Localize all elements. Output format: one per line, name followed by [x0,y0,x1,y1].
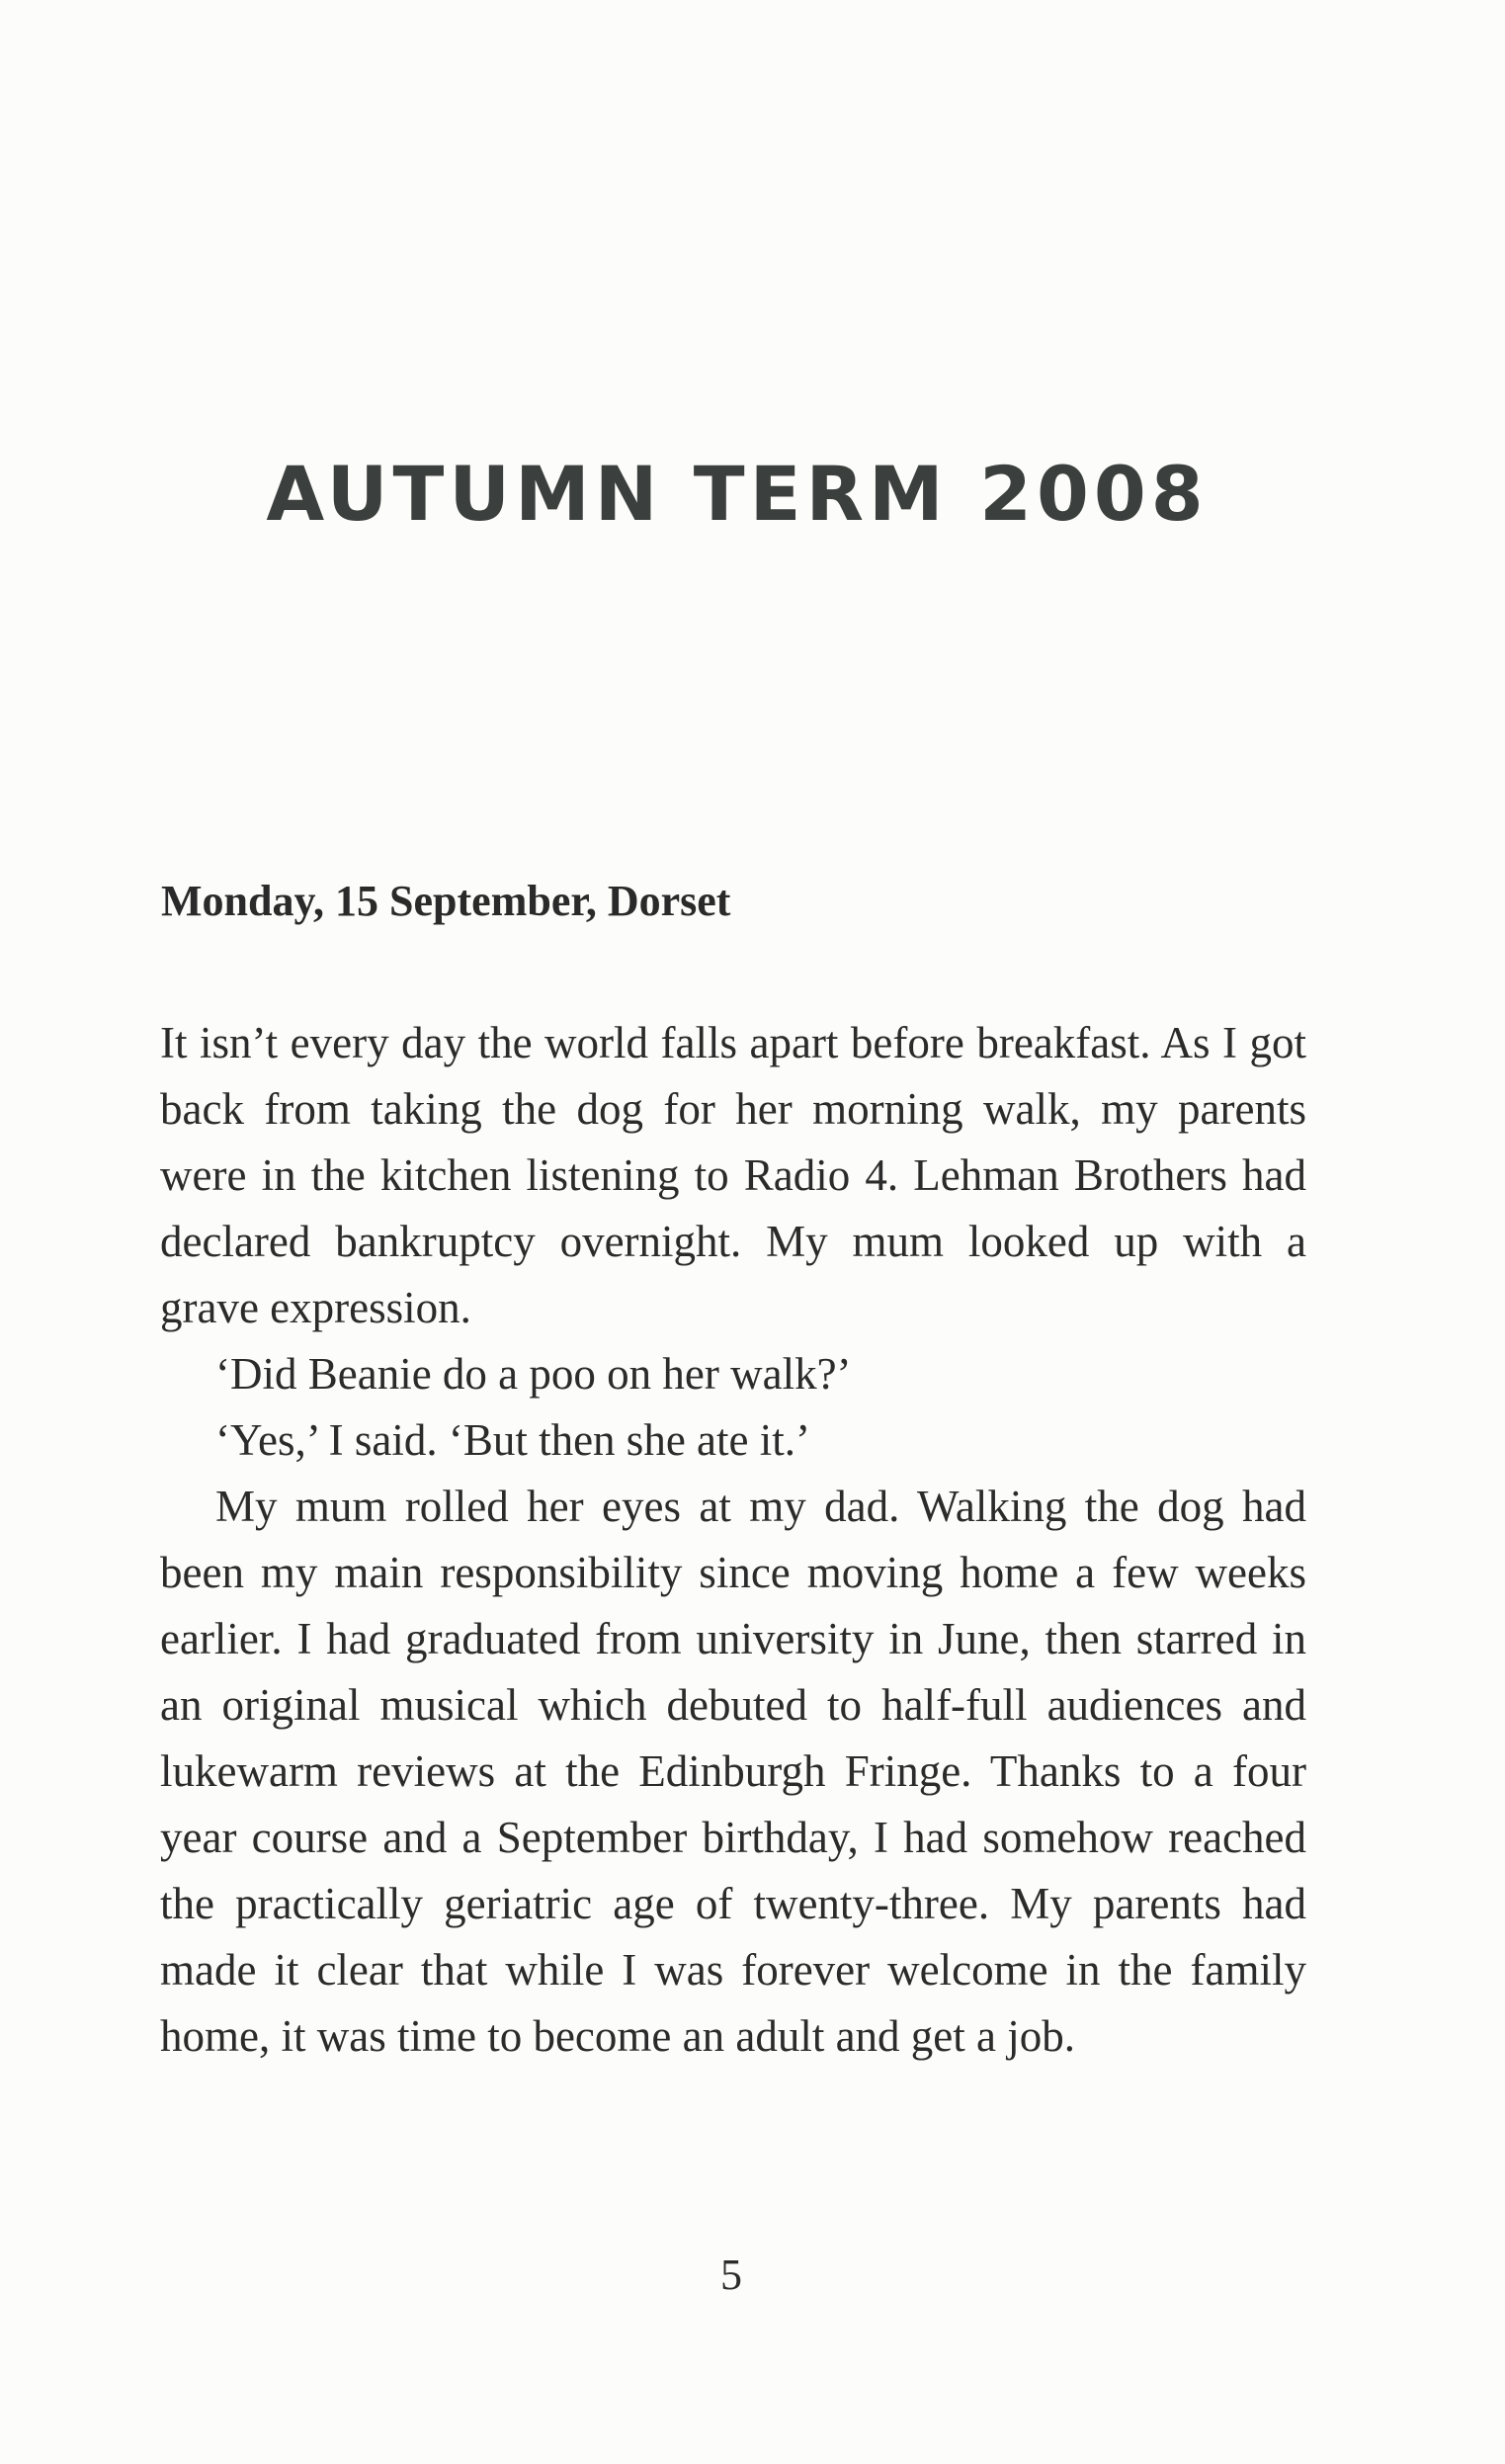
chapter-title: AUTUMN TERM 2008 [266,450,1209,538]
paragraph: ‘Yes,’ I said. ‘But then she ate it.’ [215,1415,810,1465]
diary-entry-body [160,1010,1306,2070]
page-number: 5 [720,2251,742,2299]
diary-entry-heading: Monday, 15 September, Dorset [161,877,731,925]
paragraph: My mum rolled her eyes at my dad. Walking the dog had been my main responsibility since moving home a few weeks earlier. I had graduated from university in June, then starred in an original musical which debuted to half-full audiences and lukewarm reviews at the Edinburgh Fringe. Thanks to a four year course and a September birthday, I had somehow reached the practically geriatric age of twenty-three. My parents had made it clear that while I was forever welcome in the family home, it was time to become an adult and get a job. [160,1482,1306,2061]
paragraph: ‘Did Beanie do a poo on her walk?’ [215,1349,852,1399]
paragraph: It isn’t every day the world falls apart before breakfast. As I got back from taking the dog for her morning walk, my parents were in the kitchen listening to Radio 4. Lehman Brothers had declared bankruptcy overnight. My mum looked up with a grave expression. [160,1018,1306,1332]
